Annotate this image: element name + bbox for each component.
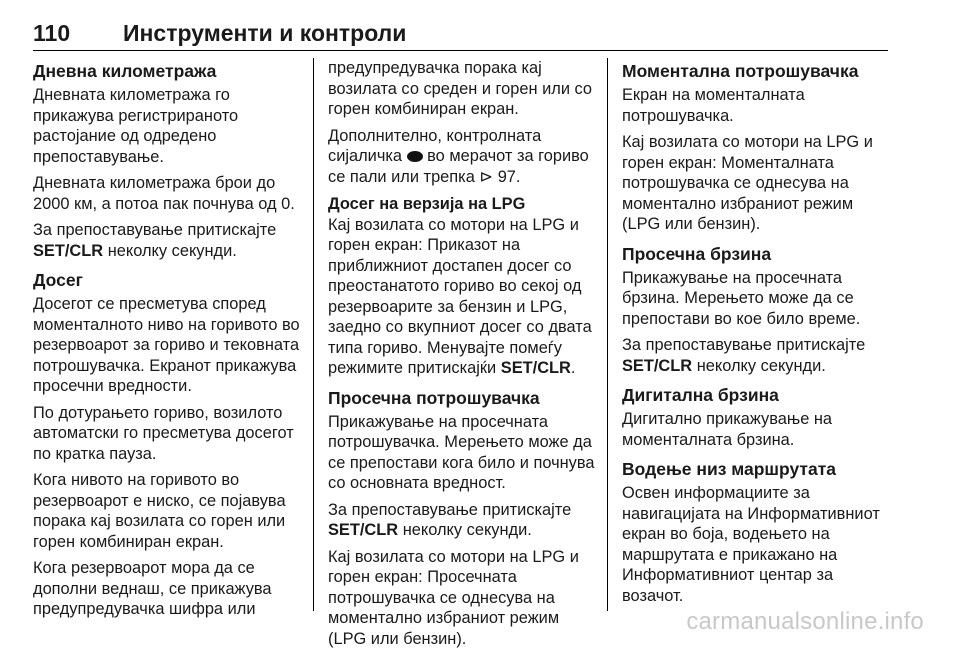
- header-rule: [33, 50, 888, 51]
- paragraph: [622, 335, 892, 376]
- paragraph: [328, 500, 598, 541]
- heading-lpg-range: Досег на верзија на LPG: [328, 195, 526, 213]
- paragraph: Кај возилата со мотори на LPG и горен екран: Моменталната потрошувачка се однесува на моментално избраниот режим (LPG или бензин).: [622, 133, 873, 233]
- paragraph: Екран на моменталната потрошувачка.: [622, 86, 805, 125]
- text: .: [570, 359, 576, 377]
- text: Кај возилата со мотори на LPG и горен екран: Приказот на приближниот достапен досег со преостанатото гориво во секој од резервоарите за бензин и LPG, заедно со вкупниот досег со двата типа гориво. Менувајте помеѓу режимите притискајќи: [328, 215, 592, 377]
- fuel-warning-lamp-icon: [407, 151, 423, 162]
- paragraph: [33, 220, 303, 261]
- heading-instant-consumption: Моментална потрошувачка: [622, 61, 859, 81]
- set-clr-label: SET/CLR: [500, 359, 571, 377]
- paragraph: Дневната километража го прикажува регистрираното растојание од одредено препоставување.: [33, 86, 239, 166]
- heading-range: Досег: [33, 270, 83, 290]
- paragraph: предупредувачка порака кај возилата со среден и горен или со горен комбиниран екран.: [328, 59, 593, 118]
- paragraph: [328, 215, 598, 379]
- heading-digital-speed: Дигитална брзина: [622, 385, 779, 405]
- text: За препоставување притискајте: [33, 221, 277, 239]
- column-middle: [328, 58, 598, 655]
- paragraph: Дневната километража брои до 2000 км, а потоа пак почнува од 0.: [33, 174, 295, 213]
- reference-arrow-icon: ⊳: [479, 167, 494, 186]
- page-header: [33, 20, 888, 50]
- set-clr-label: SET/CLR: [33, 241, 104, 260]
- text: неколку секунди.: [402, 521, 532, 539]
- text: За препоставување притискајте: [328, 500, 572, 519]
- paragraph: Кај возилата со мотори на LPG и горен екран: Просечната потрошувачка се однесува на моментално избраниот режим (LPG или бензин).: [328, 547, 579, 648]
- paragraph: Прикажување на просечната брзина. Мерењето може да се препостави во кое било време.: [622, 268, 861, 328]
- page-title: Инструменти и контроли: [123, 20, 407, 46]
- paragraph: Кога резервоарот мора да се дополни веднаш, се прикажува предупредувачка шифра или: [33, 559, 272, 618]
- text: неколку секунди.: [107, 241, 237, 260]
- page-reference[interactable]: 97.: [497, 167, 521, 186]
- set-clr-label: SET/CLR: [328, 521, 399, 539]
- heading-average-consumption: Просечна потрошувачка: [328, 387, 540, 408]
- column-right: [622, 58, 892, 612]
- column-divider: [607, 58, 608, 611]
- paragraph: По дотурањето гориво, возилото автоматски го пресметува досегот по кратка пауза.: [33, 403, 294, 463]
- heading-trip-odometer: Дневна километража: [33, 61, 217, 81]
- column-left: [33, 58, 303, 626]
- paragraph: Кога нивото на горивото во резервоарот е ниско, се појавува порака кај возилата со горен или горен комбиниран екран.: [33, 471, 286, 551]
- paragraph: Прикажување на просечната потрошувачка. Мерењето може да се препостави кога било и почнува со основната вредност.: [328, 412, 595, 492]
- paragraph: Освен информациите за навигацијата на Информативниот екран во боја, водењето на маршрутата е прикажано на Информативниот центар за возачот.: [622, 484, 880, 605]
- paragraph: [328, 126, 598, 188]
- text: За препоставување притискајте: [622, 336, 866, 354]
- set-clr-label: SET/CLR: [622, 356, 693, 375]
- page-number: 110: [33, 20, 71, 46]
- watermark: carmanualsonline.info: [686, 608, 924, 635]
- column-divider: [313, 58, 314, 611]
- heading-average-speed: Просечна брзина: [622, 243, 772, 264]
- paragraph: Дигитално прикажување на моменталната брзина.: [622, 410, 833, 449]
- paragraph: Досегот се пресметува според моменталното ниво на горивото во резервоарот за гориво и тековната потрошувачка. Екранот прикажува просечни вредности.: [33, 295, 300, 395]
- text: неколку секунди.: [696, 356, 826, 375]
- heading-route-guidance: Водење низ маршрутата: [622, 459, 837, 479]
- text: во мерачот за гориво се пали или трепка: [328, 147, 589, 186]
- text: Дополнително, контролната сијаличка: [328, 126, 542, 165]
